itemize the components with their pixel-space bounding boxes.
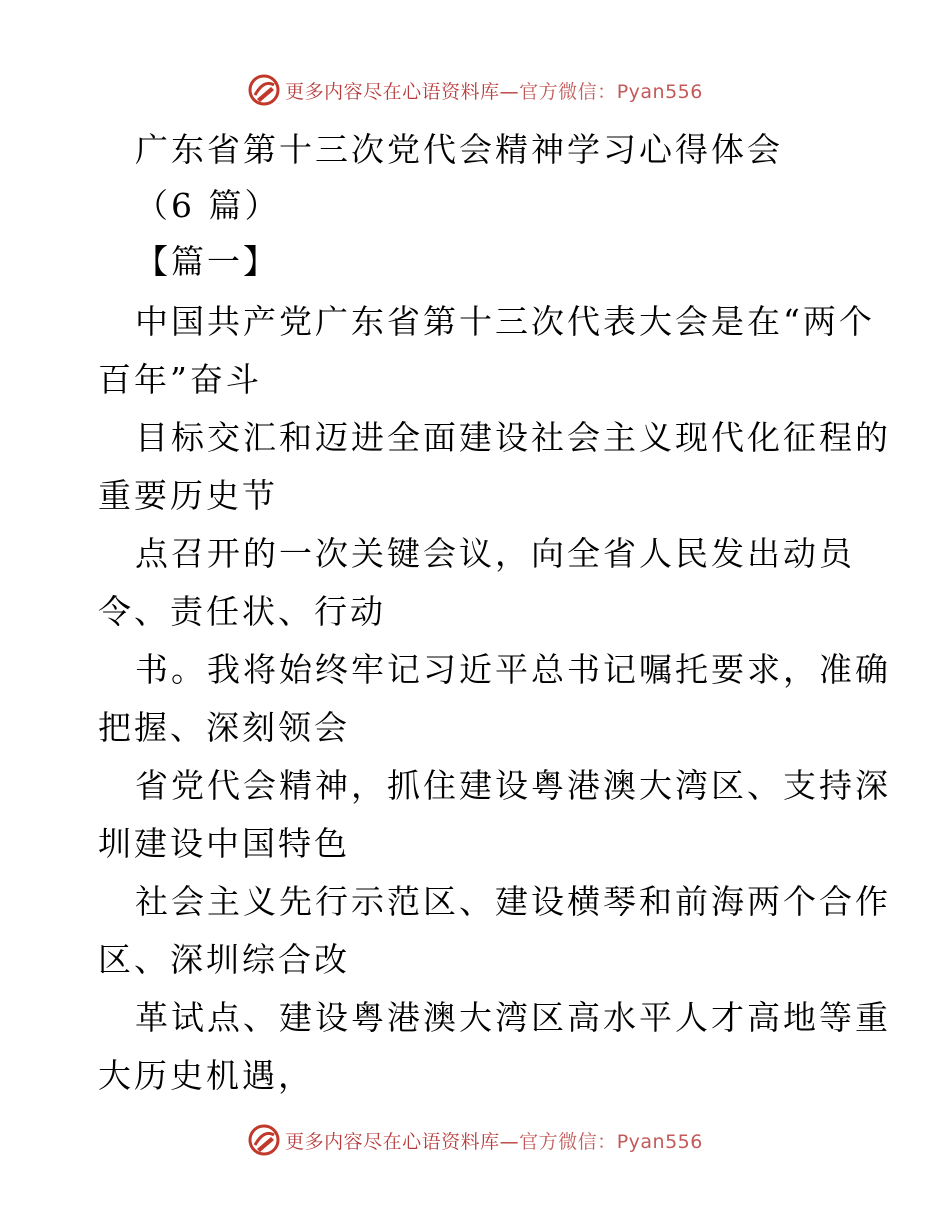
paragraph-line: 重要历史节 [98, 476, 278, 515]
watermark-wechat-label: 官方微信： [519, 80, 617, 103]
paragraph-line: 书。我将始终牢记习近平总书记嘱托要求，准确 [135, 650, 891, 689]
paragraph-line: 令、责任状、行动 [98, 592, 386, 631]
footer-watermark [0, 1120, 950, 1160]
paragraph-line: 省党代会精神，抓住建设粤港澳大湾区、支持深 [135, 766, 891, 805]
document-subtitle: （6 篇） [135, 186, 281, 225]
paragraph-line: 中国共产党广东省第十三次代表大会是在“两个 [135, 302, 875, 341]
watermark-wechat-label: 官方微信： [519, 1130, 617, 1153]
section-heading: 【篇一】 [135, 242, 279, 281]
paragraph-line: 百年”奋斗 [98, 360, 262, 399]
paragraph-line: 区、深圳综合改 [98, 940, 350, 979]
header-watermark [0, 70, 950, 110]
paragraph-line: 点召开的一次关键会议，向全省人民发出动员 [135, 534, 855, 573]
paragraph-line: 圳建设中国特色 [98, 824, 350, 863]
watermark-wechat-id: Pyan556 [616, 1130, 703, 1153]
paragraph-line: 革试点、建设粤港澳大湾区高水平人才高地等重 [135, 998, 891, 1037]
watermark-dash: — [499, 80, 520, 103]
watermark-text [285, 77, 703, 104]
watermark-dash: — [499, 1130, 520, 1153]
brand-logo-icon [247, 1123, 281, 1157]
paragraph-line: 大历史机遇， [98, 1056, 314, 1095]
brand-logo-icon [247, 73, 281, 107]
document-title: 广东省第十三次党代会精神学习心得体会 [135, 130, 783, 169]
paragraph-line: 把握、深刻领会 [98, 708, 350, 747]
paragraph-line: 社会主义先行示范区、建设横琴和前海两个合作 [135, 882, 891, 921]
watermark-wechat-id: Pyan556 [616, 80, 703, 103]
watermark-brand: 更多内容尽在心语资料库 [285, 1130, 500, 1153]
watermark-text [285, 1127, 703, 1154]
paragraph-line: 目标交汇和迈进全面建设社会主义现代化征程的 [135, 418, 891, 457]
watermark-brand: 更多内容尽在心语资料库 [285, 80, 500, 103]
